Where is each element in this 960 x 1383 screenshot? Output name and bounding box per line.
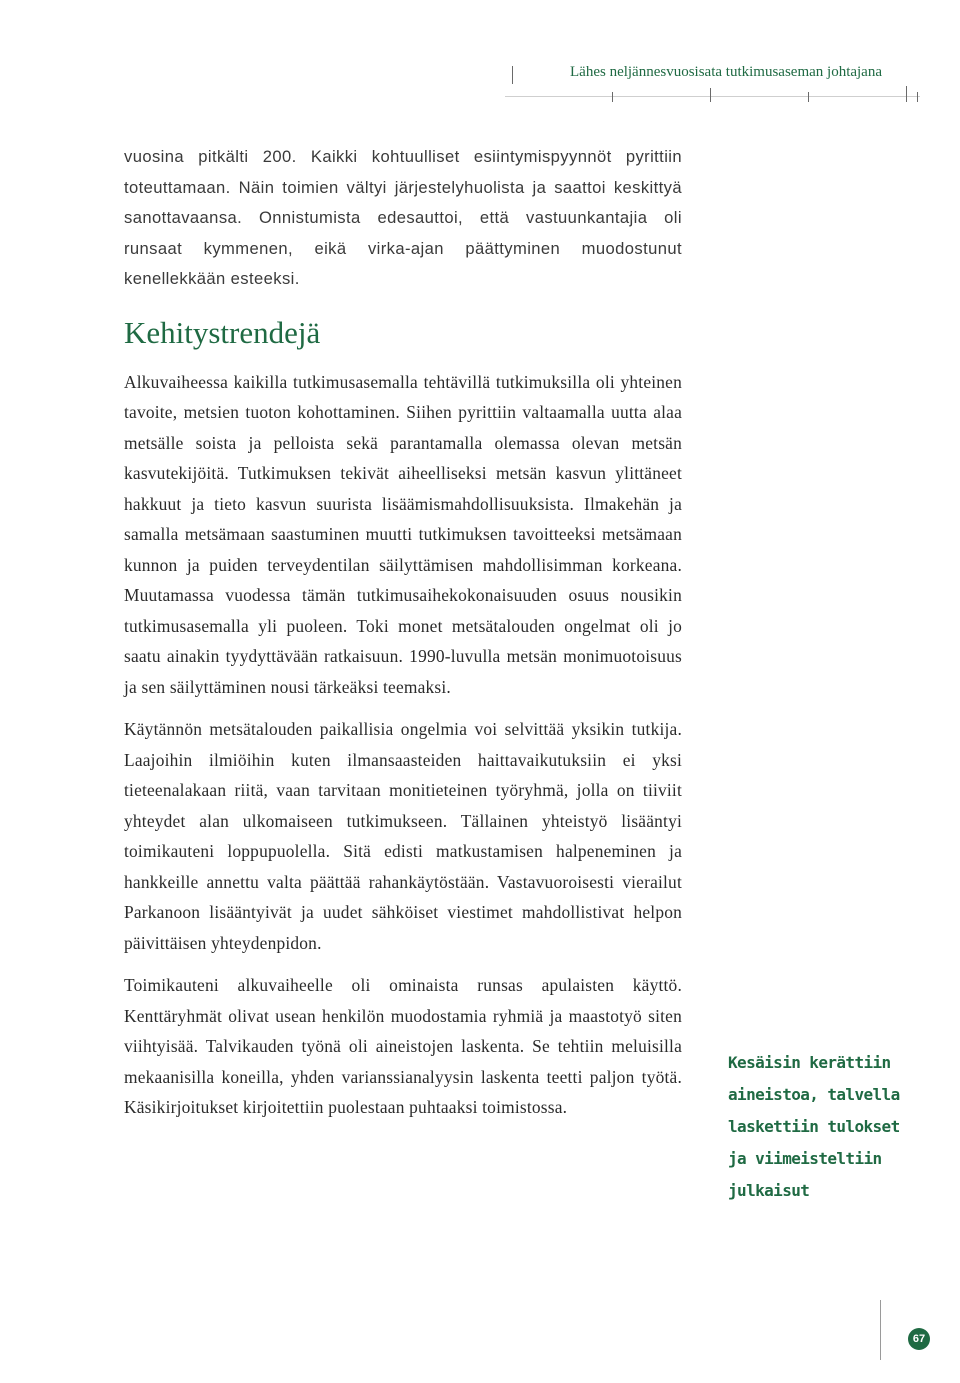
page-number-badge: 67	[908, 1328, 930, 1350]
body-paragraph: Käytännön metsätalouden paikallisia ongelmia voi selvittää yksikin tutkija. Laajoihin ilmiöihin kuten ilmansaasteiden haittavaikutuksiin ei yksi tieteenalakaan riitä, vaan tarvitaan monitieteinen työryhmä, jolla on tiiviit yhteydet alan ulkomaiseen tutkimukseen. Tällainen yhteistyö lisääntyi toimikauteni loppupuolella. Sitä edisti matkustamisen halpeneminen ja hankkeille annettu valta päättää rahankäytöstään. Vastavuoroisesti vierailut Parkanoon lisääntyivät ja uudet sähköiset viestimet mahdollistivat helpon päivittäisen yhteydenpidon.	[124, 719, 682, 953]
header-tick	[906, 86, 907, 102]
header-tick	[917, 92, 918, 102]
header-rule	[505, 96, 920, 97]
footer-rule	[880, 1300, 881, 1360]
header-tick	[710, 88, 711, 102]
running-header: Lähes neljännesvuosisata tutkimusaseman johtajana	[570, 64, 882, 80]
pullquote: Kesäisin kerättiin aineistoa, talvella laskettiin tulokset ja viimeisteltiin julkaisut	[728, 1053, 900, 1200]
header-tick	[512, 66, 513, 84]
section-heading: Kehitystrendejä	[124, 314, 321, 350]
header-tick	[612, 92, 613, 102]
intro-paragraph: vuosina pitkälti 200. Kaikki kohtuulliset esiintymispyynnöt pyrittiin toteuttamaan. Näin toimien vältyi järjestelyhuolista ja saattoi keskittyä sanottavaansa. Onnistumista edesauttoi, että vastuunkantajia oli runsaat kymmenen, eikä virka-ajan päättyminen muodostunut kenellekkään esteeksi.	[124, 147, 682, 288]
header-tick	[808, 92, 809, 102]
body-paragraph: Toimikauteni alkuvaiheelle oli ominaista runsas apulaisten käyttö. Kenttäryhmät olivat usean henkilön muodostamia ryhmiä ja maastotyö siten viihtyisää. Talvikauden työnä oli aineistojen laskenta. Se tehtiin meluisilla mekaanisilla koneilla, yhden varianssianalyysin laskenta teetti paljon työtä. Käsikirjoitukset kirjoitettiin puolestaan puhtaaksi toimistossa.	[124, 975, 682, 1117]
article-body	[124, 142, 682, 1135]
body-paragraph: Alkuvaiheessa kaikilla tutkimusasemalla tehtävillä tutkimuksilla oli yhteinen tavoite, metsien tuoton kohottaminen. Siihen pyrittiin valtaamalla uutta alaa metsälle soista ja pelloista sekä parantamalla olemassa olevan metsän kasvutekijöitä. Tutkimuksen tekivät aiheelliseksi metsän kasvun ylittäneet hakkuut ja tieto kasvun suurista lisäämismahdollisuuksista. Ilmakehän ja samalla metsämaan saastuminen muutti tutkimuksen tavoitteeksi metsämaan kunnon ja puiden terveydentilan säilyttämisen mahdollisimman korkeana. Muutamassa vuodessa tämän tutkimusaihekokonaisuuden osuus nousikin tutkimusasemalla yli puoleen. Toki monet metsätalouden ongelmat oli jo saatu ainakin tyydyttävään ratkaisuun. 1990-luvulla metsän monimuotoisuus ja sen säilyttäminen nousi tärkeäksi teemaksi.	[124, 371, 682, 697]
